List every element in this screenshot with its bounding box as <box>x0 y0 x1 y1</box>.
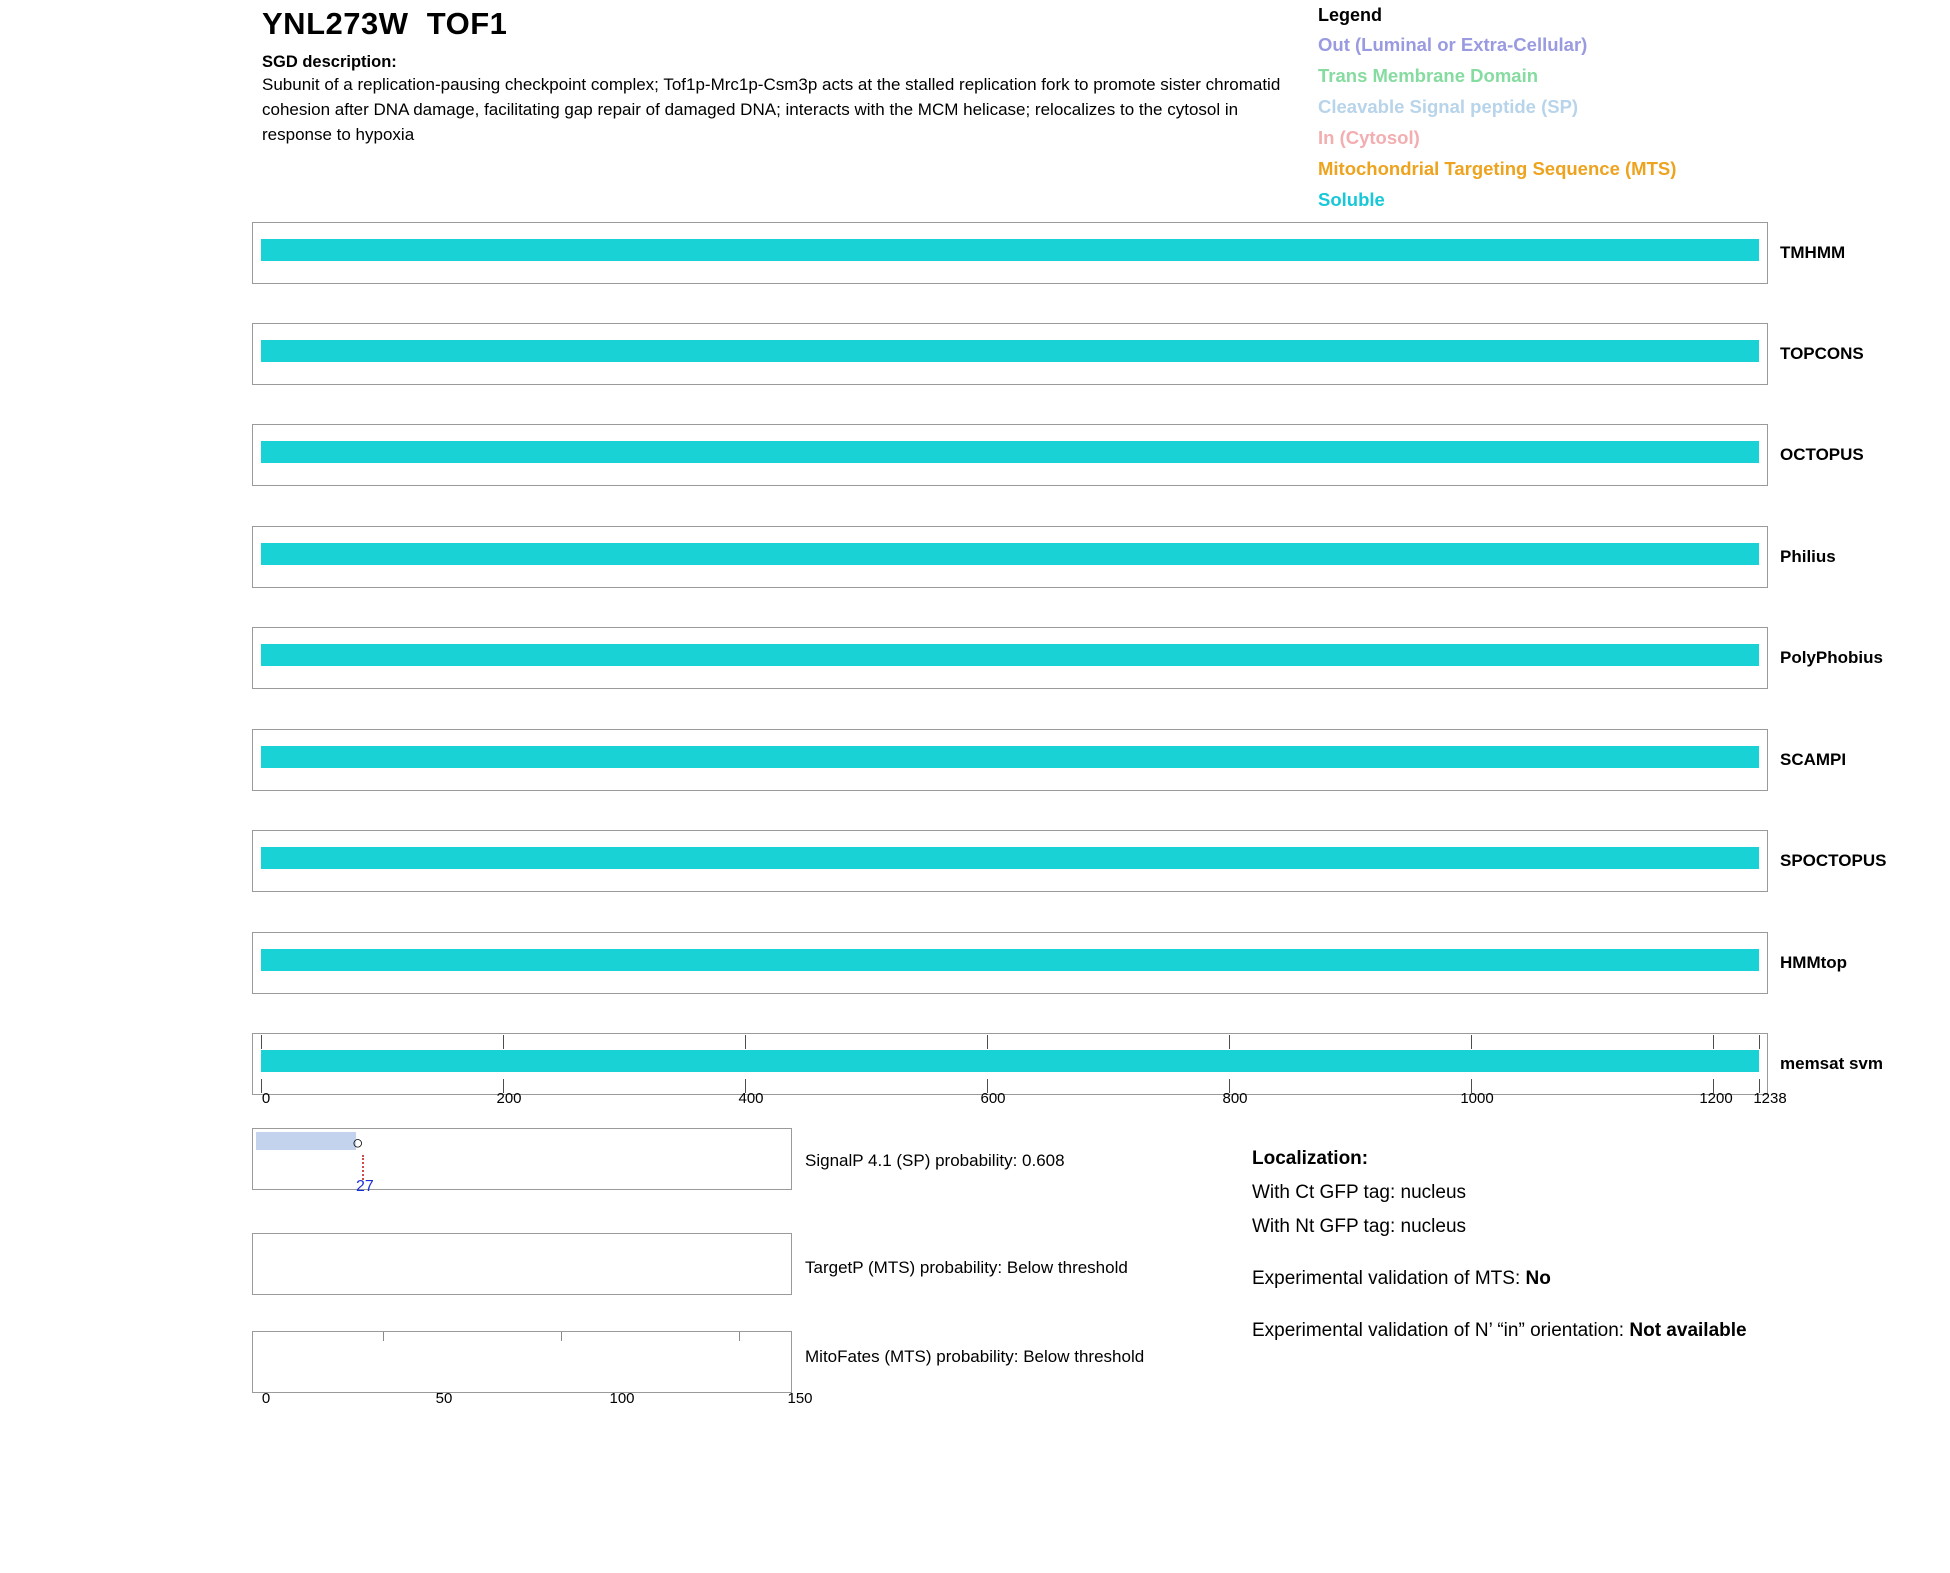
mitofates-note: MitoFates (MTS) probability: Below threshold <box>805 1347 1145 1366</box>
legend-item-soluble: Soluble <box>1318 189 1385 210</box>
localization-title: Localization: <box>1252 1148 1369 1169</box>
predictor-label: TMHMM <box>1780 243 1846 262</box>
segment-soluble <box>261 847 1759 869</box>
predictor-row-scampi <box>252 729 1950 791</box>
mts-validation <box>1252 1262 1892 1296</box>
spacer <box>1252 1244 1892 1262</box>
signalp-track <box>252 1128 792 1190</box>
mitofates-track <box>252 1331 792 1393</box>
predictor-row-octopus <box>252 424 1950 486</box>
predictor-row-memsat-svm <box>252 1033 1950 1095</box>
x-axis-subpanels <box>252 1390 812 1412</box>
cleavage-site-dash <box>362 1155 364 1180</box>
sgd-description-text: Subunit of a replication-pausing checkpoint complex; Tof1p-Mrc1p-Csm3p acts at the stalled replication fork to promote sister chromatid cohesion after DNA damage, facilitating gap repair of damaged DNA; interacts with the MCM helicase; relocalizes to the cytosol in response to hypoxia <box>262 75 1281 144</box>
axis-tick <box>261 1035 262 1049</box>
predictor-track <box>252 627 1768 689</box>
legend-title: Legend <box>1318 5 1383 25</box>
predictor-label: SCAMPI <box>1780 750 1847 769</box>
segment-soluble <box>261 239 1759 261</box>
predictor-label: TOPCONS <box>1780 344 1864 363</box>
x-axis-main <box>252 1090 1792 1114</box>
legend-item-sp: Cleavable Signal peptide (SP) <box>1318 96 1579 117</box>
axis-tick-label: 1000 <box>1460 1090 1494 1107</box>
legend-item-out: Out (Luminal or Extra-Cellular) <box>1318 34 1588 55</box>
predictor-label: OCTOPUS <box>1780 445 1864 464</box>
orientation-validation-value: Not available <box>1629 1320 1747 1341</box>
axis-tick-label: 600 <box>980 1090 1006 1107</box>
segment-soluble <box>261 949 1759 971</box>
axis-tick <box>1713 1035 1714 1049</box>
sgd-description-label: SGD description: <box>262 53 397 71</box>
predictor-track <box>252 932 1768 994</box>
predictor-row-spoctopus <box>252 830 1950 892</box>
segment-soluble <box>261 1050 1759 1072</box>
axis-tick-label: 400 <box>738 1090 764 1107</box>
spacer <box>1252 1296 1892 1314</box>
targetp-track <box>252 1233 792 1295</box>
orientation-validation-label: Experimental validation of N’ “in” orientation: <box>1252 1320 1625 1341</box>
predictor-label: PolyPhobius <box>1780 648 1883 667</box>
predictor-label: HMMtop <box>1780 953 1848 972</box>
axis-tick <box>1471 1035 1472 1049</box>
predictor-row-philius <box>252 526 1950 588</box>
segment-soluble <box>261 644 1759 666</box>
axis-tick-label: 50 <box>435 1390 453 1407</box>
segment-soluble <box>261 441 1759 463</box>
predictor-label: SPOCTOPUS <box>1780 851 1887 870</box>
localization-block <box>1252 1142 1892 1348</box>
axis-tick-label: 800 <box>1222 1090 1248 1107</box>
mts-validation-label: Experimental validation of MTS: <box>1252 1268 1521 1289</box>
axis-tick <box>1759 1035 1760 1049</box>
predictor-track <box>252 1033 1768 1095</box>
axis-tick <box>561 1332 562 1341</box>
axis-tick-label: 1200 <box>1699 1090 1733 1107</box>
predictor-row-topcons <box>252 323 1950 385</box>
localization-nt-tag: With Nt GFP tag: nucleus <box>1252 1216 1467 1237</box>
axis-tick-label: 0 <box>261 1390 271 1407</box>
predictor-track <box>252 729 1768 791</box>
legend-item-mts: Mitochondrial Targeting Sequence (MTS) <box>1318 158 1677 179</box>
cleavage-site-label: 27 <box>356 1178 374 1195</box>
predictor-track <box>252 222 1768 284</box>
predictor-track <box>252 424 1768 486</box>
axis-tick-label: 100 <box>609 1390 635 1407</box>
segment-soluble <box>261 340 1759 362</box>
axis-tick <box>1229 1035 1230 1049</box>
localization-ct-tag: With Ct GFP tag: nucleus <box>1252 1182 1467 1203</box>
predictor-row-tmhmm <box>252 222 1950 284</box>
predictor-row-hmmtop <box>252 932 1950 994</box>
predictor-track <box>252 830 1768 892</box>
axis-tick <box>383 1332 384 1341</box>
axis-tick <box>745 1035 746 1049</box>
targetp-note: TargetP (MTS) probability: Below threshold <box>805 1258 1128 1277</box>
axis-tick-label: 150 <box>787 1390 813 1407</box>
axis-tick <box>503 1035 504 1049</box>
segment-signal-peptide <box>256 1132 356 1150</box>
predictor-track <box>252 526 1768 588</box>
legend-item-tmd: Trans Membrane Domain <box>1318 65 1539 86</box>
segment-soluble <box>261 543 1759 565</box>
predictor-label: memsat svm <box>1780 1054 1884 1073</box>
axis-tick-label: 0 <box>261 1090 271 1107</box>
legend <box>1318 5 1918 215</box>
segment-soluble <box>261 746 1759 768</box>
predictor-label: Philius <box>1780 547 1836 566</box>
page-title: YNL273W TOF1 <box>262 6 508 41</box>
mts-validation-value: No <box>1525 1268 1551 1289</box>
axis-tick <box>739 1332 740 1341</box>
cleavage-site-marker: ○ <box>352 1133 364 1154</box>
legend-item-in: In (Cytosol) <box>1318 127 1420 148</box>
signalp-note: SignalP 4.1 (SP) probability: 0.608 <box>805 1151 1065 1170</box>
predictor-row-polyphobius <box>252 627 1950 689</box>
orientation-validation <box>1252 1314 1892 1348</box>
axis-tick-label: 1238 <box>1753 1090 1787 1107</box>
axis-tick-label: 200 <box>496 1090 522 1107</box>
predictor-track <box>252 323 1768 385</box>
axis-tick <box>987 1035 988 1049</box>
